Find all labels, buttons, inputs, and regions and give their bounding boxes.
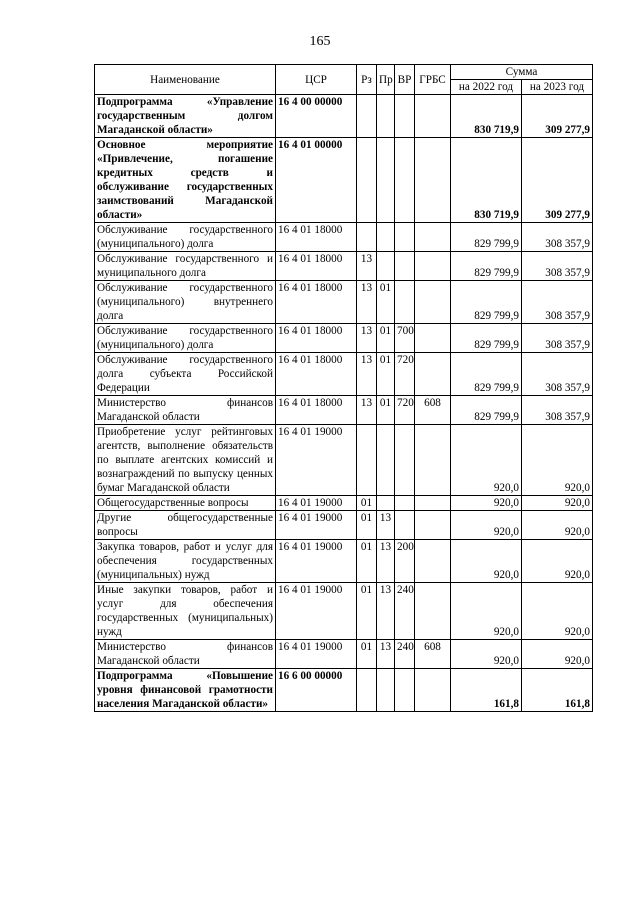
row-rz bbox=[357, 138, 377, 223]
row-pr: 13 bbox=[377, 540, 395, 583]
row-sum-2022: 920,0 bbox=[451, 540, 522, 583]
row-pr: 01 bbox=[377, 281, 395, 324]
row-grbs bbox=[415, 281, 451, 324]
row-pr bbox=[377, 496, 395, 511]
header-grbs: ГРБС bbox=[415, 65, 451, 95]
table-row bbox=[95, 281, 593, 324]
row-sum-2022: 829 799,9 bbox=[451, 396, 522, 425]
table-row bbox=[95, 669, 593, 712]
row-pr: 13 bbox=[377, 511, 395, 540]
row-rz: 13 bbox=[357, 396, 377, 425]
row-sum-2023: 920,0 bbox=[522, 540, 593, 583]
row-csr: 16 4 01 18000 bbox=[276, 396, 357, 425]
row-vr bbox=[395, 511, 415, 540]
row-rz: 01 bbox=[357, 540, 377, 583]
row-csr: 16 4 01 00000 bbox=[276, 138, 357, 223]
header-name: Наименование bbox=[95, 65, 276, 95]
row-grbs bbox=[415, 669, 451, 712]
row-pr: 13 bbox=[377, 640, 395, 669]
row-sum-2023: 309 277,9 bbox=[522, 138, 593, 223]
row-vr bbox=[395, 95, 415, 138]
table-row bbox=[95, 511, 593, 540]
row-grbs bbox=[415, 95, 451, 138]
row-name: Обслуживание государственного (муниципального) долга bbox=[95, 223, 276, 252]
row-sum-2023: 308 357,9 bbox=[522, 396, 593, 425]
row-csr: 16 4 01 18000 bbox=[276, 324, 357, 353]
row-rz: 01 bbox=[357, 583, 377, 640]
row-rz: 13 bbox=[357, 252, 377, 281]
row-csr: 16 4 01 19000 bbox=[276, 425, 357, 496]
table-row bbox=[95, 496, 593, 511]
row-grbs bbox=[415, 324, 451, 353]
table-row bbox=[95, 95, 593, 138]
header-sum: Сумма bbox=[451, 65, 593, 80]
row-sum-2022: 920,0 bbox=[451, 511, 522, 540]
row-rz bbox=[357, 425, 377, 496]
row-grbs bbox=[415, 425, 451, 496]
header-year-2023: на 2023 год bbox=[522, 80, 593, 95]
row-rz: 13 bbox=[357, 353, 377, 396]
row-csr: 16 4 01 19000 bbox=[276, 640, 357, 669]
row-pr bbox=[377, 669, 395, 712]
row-vr bbox=[395, 223, 415, 252]
row-vr: 240 bbox=[395, 640, 415, 669]
row-sum-2023: 308 357,9 bbox=[522, 223, 593, 252]
row-vr: 720 bbox=[395, 353, 415, 396]
row-sum-2023: 308 357,9 bbox=[522, 281, 593, 324]
row-grbs bbox=[415, 353, 451, 396]
row-csr: 16 4 01 18000 bbox=[276, 353, 357, 396]
table-row bbox=[95, 396, 593, 425]
row-csr: 16 4 01 18000 bbox=[276, 252, 357, 281]
row-name: Приобретение услуг рейтинговых агентств, выполнение обязательств по выплате агентских комиссий и вознаграждений по выпуску ценных бумаг Магаданской области bbox=[95, 425, 276, 496]
row-pr: 01 bbox=[377, 353, 395, 396]
row-name: Обслуживание государственного (муниципального) внутреннего долга bbox=[95, 281, 276, 324]
header-vr: ВР bbox=[395, 65, 415, 95]
row-name: Обслуживание государственного и муниципального долга bbox=[95, 252, 276, 281]
header-rz: Рз bbox=[357, 65, 377, 95]
row-sum-2022: 829 799,9 bbox=[451, 324, 522, 353]
row-sum-2022: 829 799,9 bbox=[451, 353, 522, 396]
row-pr: 01 bbox=[377, 324, 395, 353]
row-pr bbox=[377, 223, 395, 252]
row-csr: 16 4 01 18000 bbox=[276, 281, 357, 324]
row-sum-2023: 161,8 bbox=[522, 669, 593, 712]
row-sum-2023: 920,0 bbox=[522, 511, 593, 540]
row-sum-2022: 920,0 bbox=[451, 583, 522, 640]
row-name: Обслуживание государственного (муниципального) долга bbox=[95, 324, 276, 353]
row-pr: 13 bbox=[377, 583, 395, 640]
row-sum-2022: 161,8 bbox=[451, 669, 522, 712]
row-name: Министерство финансов Магаданской области bbox=[95, 396, 276, 425]
row-name: Общегосударственные вопросы bbox=[95, 496, 276, 511]
row-vr bbox=[395, 281, 415, 324]
row-vr: 700 bbox=[395, 324, 415, 353]
row-sum-2022: 920,0 bbox=[451, 425, 522, 496]
row-rz bbox=[357, 669, 377, 712]
row-pr bbox=[377, 252, 395, 281]
row-csr: 16 4 01 19000 bbox=[276, 540, 357, 583]
budget-table bbox=[94, 64, 593, 712]
row-csr: 16 4 01 19000 bbox=[276, 583, 357, 640]
row-name: Закупка товаров, работ и услуг для обеспечения государственных (муниципальных) нужд bbox=[95, 540, 276, 583]
row-csr: 16 6 00 00000 bbox=[276, 669, 357, 712]
row-name: Подпрограмма «Управление государственным долгом Магаданской области» bbox=[95, 95, 276, 138]
row-csr: 16 4 01 19000 bbox=[276, 496, 357, 511]
row-rz: 01 bbox=[357, 511, 377, 540]
row-rz bbox=[357, 95, 377, 138]
row-grbs bbox=[415, 540, 451, 583]
table-row bbox=[95, 583, 593, 640]
row-sum-2023: 920,0 bbox=[522, 425, 593, 496]
row-rz bbox=[357, 223, 377, 252]
row-vr bbox=[395, 496, 415, 511]
row-vr bbox=[395, 252, 415, 281]
row-sum-2022: 830 719,9 bbox=[451, 95, 522, 138]
row-sum-2022: 830 719,9 bbox=[451, 138, 522, 223]
row-grbs bbox=[415, 496, 451, 511]
row-sum-2022: 920,0 bbox=[451, 640, 522, 669]
row-csr: 16 4 00 00000 bbox=[276, 95, 357, 138]
row-sum-2023: 308 357,9 bbox=[522, 353, 593, 396]
row-grbs: 608 bbox=[415, 396, 451, 425]
row-vr: 240 bbox=[395, 583, 415, 640]
row-name: Другие общегосударственные вопросы bbox=[95, 511, 276, 540]
row-sum-2022: 829 799,9 bbox=[451, 252, 522, 281]
row-csr: 16 4 01 19000 bbox=[276, 511, 357, 540]
row-sum-2023: 920,0 bbox=[522, 496, 593, 511]
header-year-2022: на 2022 год bbox=[451, 80, 522, 95]
row-name: Обслуживание государственного долга субъекта Российской Федерации bbox=[95, 353, 276, 396]
row-vr bbox=[395, 669, 415, 712]
row-name: Основное мероприятие «Привлечение, погашение кредитных средств и обслуживание государственных заимствований Магаданской области» bbox=[95, 138, 276, 223]
header-csr: ЦСР bbox=[276, 65, 357, 95]
row-pr bbox=[377, 138, 395, 223]
row-name: Подпрограмма «Повышение уровня финансовой грамотности населения Магаданской области» bbox=[95, 669, 276, 712]
row-grbs: 608 bbox=[415, 640, 451, 669]
row-name: Иные закупки товаров, работ и услуг для обеспечения государственных (муниципальных) нужд bbox=[95, 583, 276, 640]
row-rz: 13 bbox=[357, 324, 377, 353]
row-vr bbox=[395, 425, 415, 496]
row-rz: 13 bbox=[357, 281, 377, 324]
row-pr: 01 bbox=[377, 396, 395, 425]
row-grbs bbox=[415, 223, 451, 252]
row-grbs bbox=[415, 252, 451, 281]
table-row bbox=[95, 324, 593, 353]
row-sum-2022: 829 799,9 bbox=[451, 281, 522, 324]
row-sum-2023: 309 277,9 bbox=[522, 95, 593, 138]
row-name: Министерство финансов Магаданской области bbox=[95, 640, 276, 669]
row-pr bbox=[377, 95, 395, 138]
table-row bbox=[95, 640, 593, 669]
row-sum-2023: 308 357,9 bbox=[522, 324, 593, 353]
row-vr: 720 bbox=[395, 396, 415, 425]
row-rz: 01 bbox=[357, 496, 377, 511]
row-grbs bbox=[415, 583, 451, 640]
row-sum-2022: 829 799,9 bbox=[451, 223, 522, 252]
row-sum-2023: 308 357,9 bbox=[522, 252, 593, 281]
row-sum-2023: 920,0 bbox=[522, 640, 593, 669]
table-row bbox=[95, 353, 593, 396]
page-number: 165 bbox=[309, 34, 331, 49]
table-body bbox=[95, 95, 593, 712]
table-row bbox=[95, 138, 593, 223]
table-row bbox=[95, 425, 593, 496]
row-vr bbox=[395, 138, 415, 223]
row-sum-2022: 920,0 bbox=[451, 496, 522, 511]
table-row bbox=[95, 252, 593, 281]
row-vr: 200 bbox=[395, 540, 415, 583]
row-rz: 01 bbox=[357, 640, 377, 669]
table-row bbox=[95, 223, 593, 252]
row-grbs bbox=[415, 511, 451, 540]
row-csr: 16 4 01 18000 bbox=[276, 223, 357, 252]
row-grbs bbox=[415, 138, 451, 223]
header-pr: Пр bbox=[377, 65, 395, 95]
row-sum-2023: 920,0 bbox=[522, 583, 593, 640]
row-pr bbox=[377, 425, 395, 496]
table-row bbox=[95, 540, 593, 583]
